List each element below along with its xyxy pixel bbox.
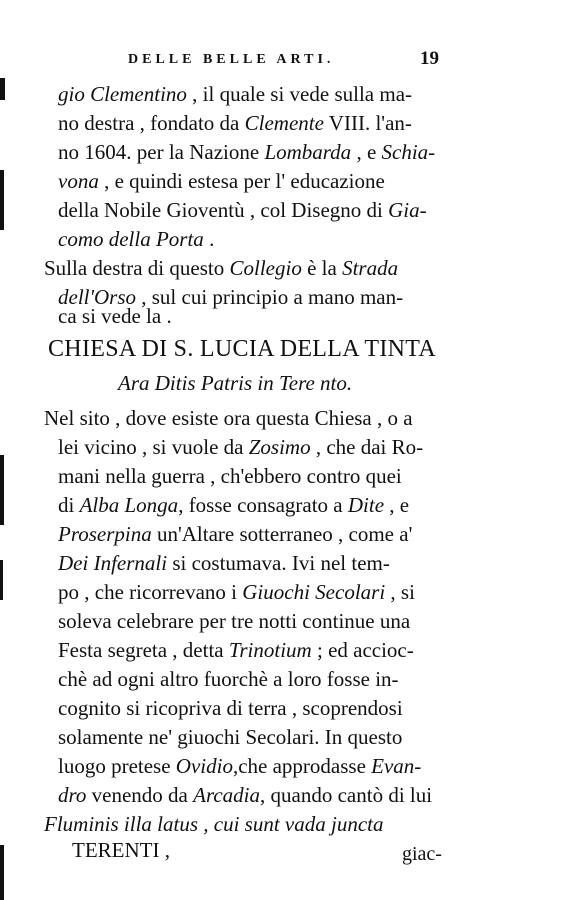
catchword: giac- (402, 843, 442, 865)
text-line: mani nella guerra , ch'ebbero contro quei (58, 464, 402, 488)
page-number: 19 (420, 48, 439, 69)
text-line: Festa segreta , detta Trinotium ; ed accioc- (58, 638, 414, 662)
section-subheading: Ara Ditis Patris in Tere nto. (118, 371, 353, 395)
running-head: DELLE BELLE ARTI. (128, 52, 335, 67)
scan-edge-mark (0, 78, 5, 100)
text-line: lei vicino , si vuole da Zosimo , che dai Ro- (58, 435, 424, 459)
text-line: no destra , fondato da Clemente VIII. l'an- (58, 111, 412, 135)
text-line: dell'Orso , sul cui principio a mano man- (58, 285, 404, 309)
section-heading: CHIESA DI S. LUCIA DELLA TINTA (48, 336, 436, 362)
quotation-line: Fluminis illa latus , cui sunt vada juncta (44, 812, 384, 836)
text-line: di Alba Longa, fosse consagrato a Dite , e (58, 493, 410, 517)
scan-edge-mark (0, 455, 4, 525)
text-line: po , che ricorrevano i Giuochi Secolari , si (58, 580, 415, 604)
text-line: cognito si ricopriva di terra , scoprendosi (58, 696, 403, 720)
scan-edge-mark (0, 560, 3, 600)
text-line: dro venendo da Arcadia, quando cantò di lui (58, 783, 433, 807)
text-line: Nel sito , dove esiste ora questa Chiesa , o a (44, 406, 413, 430)
text-line: della Nobile Gioventù , col Disegno di Gia- (58, 198, 427, 222)
text-line: Dei Infernali si costumava. Ivi nel tem- (58, 551, 390, 575)
text-line: ca si vede la . (58, 304, 172, 328)
text-line: como della Porta . (58, 227, 215, 251)
text-line: Proserpina un'Altare sotterraneo , come a' (58, 522, 413, 546)
text-line: soleva celebrare per tre notti continue una (58, 609, 411, 633)
text-line: vona , e quindi estesa per l' educazione (58, 169, 385, 193)
text-line: chè ad ogni altro fuorchè a loro fosse in- (58, 667, 399, 691)
text-line: gio Clementino , il quale si vede sulla ma- (58, 82, 413, 106)
text-line: Sulla destra di questo Collegio è la Strada (44, 256, 399, 280)
scan-edge-mark (0, 845, 4, 900)
text-line: luogo pretese Ovidio,che approdasse Evan- (58, 754, 422, 778)
scan-edge-mark (0, 170, 4, 230)
text-line: solamente ne' giuochi Secolari. In questo (58, 725, 403, 749)
quotation-line: TERENTI , (72, 838, 170, 862)
text-line: no 1604. per la Nazione Lombarda , e Schia- (58, 140, 436, 164)
